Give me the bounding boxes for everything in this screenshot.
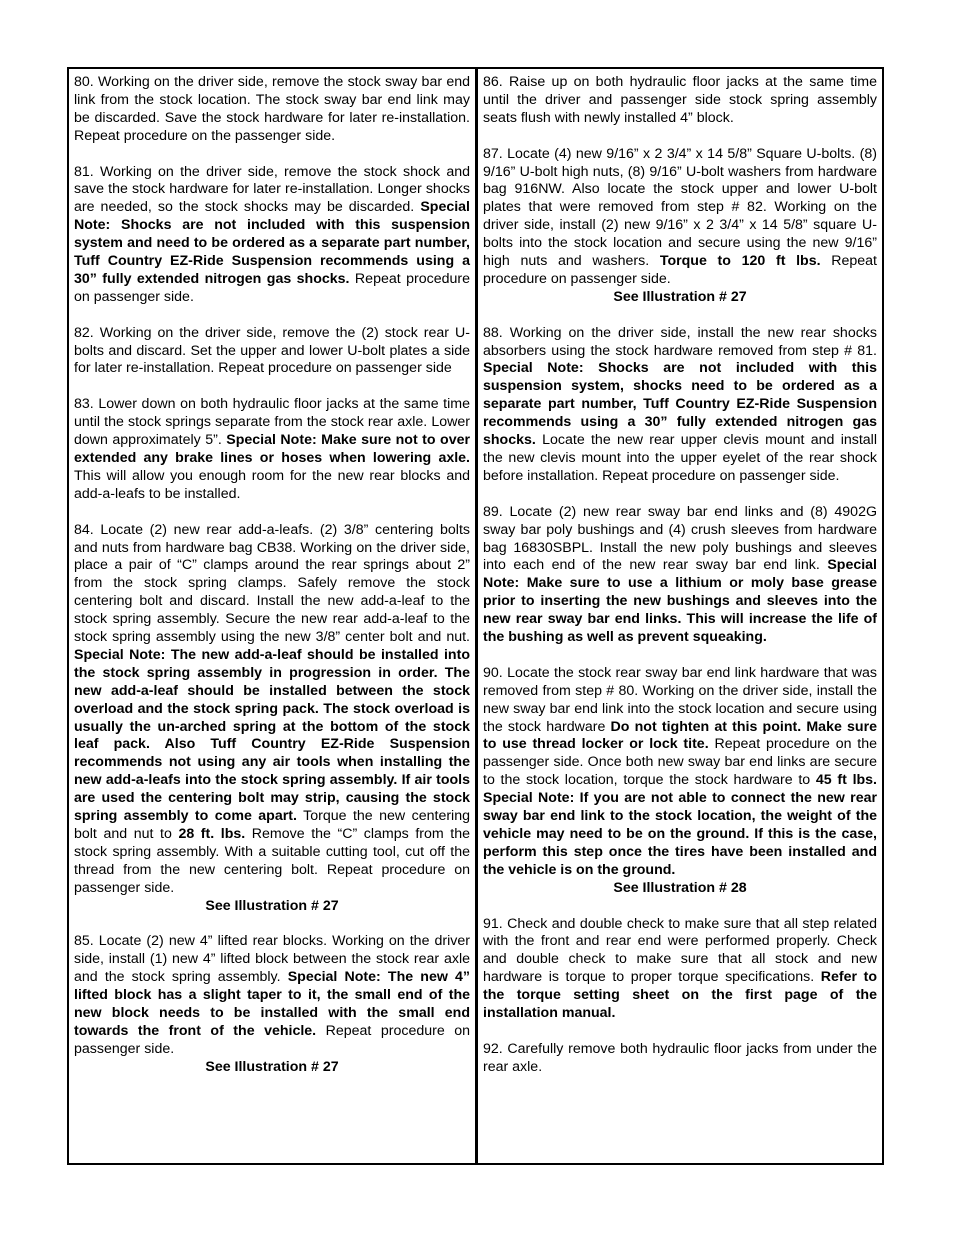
step-80: 80. Working on the driver side, remove the stock sway bar end link from the stock location. The stock sway bar end link may be discarded. Save the stock hardware for later re-installation. Repeat procedure on the passenger side. xyxy=(74,74,470,144)
instruction-table xyxy=(67,67,884,1165)
left-column xyxy=(69,69,478,1163)
step-85: 85. Locate (2) new 4” lifted rear blocks. Working on the driver side, install (1) new 4” lifted block between the stock rear axle and the stock spring assembly. Special Note: The new 4” lifted block has a slight taper to it, the small end of the new block needs to be installed with the small end towards the front of the vehicle. Repeat procedure on passenger side. xyxy=(74,933,470,1057)
step-90: 90. Locate the stock rear sway bar end link hardware that was removed from step # 80. Working on the driver side, install the new sway bar end link into the stock location and secure using the stock hardware Do not tighten at this point. Make sure to use thread locker or lock tite. Repeat procedure on the passenger side. Once both new sway bar end links are secure to the stock location, torque the stock hardware to 45 ft lbs. Special Note: If you are not able to connect the new rear sway bar end link to the stock location, the weight of the vehicle may need to be on the ground. If this is the case, perform this step once the tires have been installed and the vehicle is on the ground. xyxy=(483,664,878,878)
illustration-ref-28: See Illustration # 28 xyxy=(613,879,747,896)
step-88: 88. Working on the driver side, install the new rear shocks absorbers using the stock hardware removed from step # 81. Special Note: Shocks are not included with this suspension system, shocks need to be ordered as a separate part number, Tuff Country EZ-Ride Suspension recommends using a 30” fully extended nitrogen gas shocks. Locate the new rear upper clevis mount and install the new clevis mount into the upper eyelet of the rear shock before installation. Repeat procedure on passenger side. xyxy=(483,324,877,484)
illustration-ref-27: See Illustration # 27 xyxy=(613,288,747,305)
step-87: 87. Locate (4) new 9/16” x 2 3/4” x 14 5/8” Square U-bolts. (8) 9/16” U-bolt high nuts, (8) 9/16” U-bolt washers from hardware bag 916NW. Also locate the stock upper and lower U-bolt plates that were removed from step # 82. Working on the driver side, install (2) new 9/16” x 2 3/4” x 14 5/8” square U-bolts into the stock location and secure using the new 9/16” high nuts and washers. Torque to 120 ft lbs. Repeat procedure on passenger side. xyxy=(483,145,877,287)
step-82: 82. Working on the driver side, remove the (2) stock rear U-bolts and discard. Set the upper and lower U-bolt plates a side for later re-installation. Repeat procedure on passenger side xyxy=(74,324,470,377)
step-92: 92. Carefully remove both hydraulic floor jacks from under the rear axle. xyxy=(483,1040,877,1075)
right-column xyxy=(478,69,882,1163)
illustration-ref-27: See Illustration # 27 xyxy=(205,897,339,914)
step-89: 89. Locate (2) new rear sway bar end links and (8) 4902G sway bar poly bushings and (4) crush sleeves from hardware bag 16830SBPL. Install the new poly bushings and sleeves into each end of the new rear sway bar end link. Special Note: Make sure to use a lithium or moly base grease prior to inserting the new bushings and sleeves into the new rear sway bar end links. This will increase the life of the bushing as well as prevent squeaking. xyxy=(483,503,877,646)
step-83: 83. Lower down on both hydraulic floor jacks at the same time until the stock springs separate from the stock rear axle. Lower down approximately 5”. Special Note: Make sure not to over extended any brake lines or hoses when lowering axle. This will allow you enough room for the new rear blocks and add-a-leafs to be installed. xyxy=(74,396,470,502)
step-84: 84. Locate (2) new rear add-a-leafs. (2) 3/8” centering bolts and nuts from hardware bag CB38. Working on the driver side, place a pair of “C” clamps around the rear springs about 2” from the stock spring clamps. Safely remove the stock centering bolt and discard. Install the new add-a-leaf to the stock spring assembly. Secure the new rear add-a-leaf to the stock spring assembly using the new 3/8” center bolt and nut. Special Note: The new add-a-leaf should be installed into the stock spring assembly in progression in order. The new add-a-leaf should be installed between the stock overload and the stock spring pack. The stock overload is usually the un-arched spring at the bottom of the stock leaf pack. Also Tuff Country EZ-Ride Suspension recommends not using any air tools when installing the new add-a-leafs into the stock spring assembly. If air tools are used the centering bolt may strip, causing the stock spring assembly to come apart. Torque the new centering bolt and nut to 28 ft. lbs. Remove the “C” clamps from the stock spring assembly. With a suitable cutting tool, cut off the thread from the new centering bolt. Repeat procedure on passenger side. xyxy=(74,521,470,896)
step-86: 86. Raise up on both hydraulic floor jacks at the same time until the driver and passenger side stock spring assembly seats flush with newly installed 4” block. xyxy=(483,74,877,126)
step-81: 81. Working on the driver side, remove the stock shock and save the stock hardware for later re-installation. Longer shocks are needed, so the stock shocks may be discarded. Special Note: Shocks are not included with this suspension system and need to be ordered as a separate part number, Tuff Country EZ-Ride Suspension recommends using a 30” fully extended nitrogen gas shocks. Repeat procedure on passenger side. xyxy=(74,163,470,305)
illustration-ref-27: See Illustration # 27 xyxy=(205,1058,339,1075)
step-91: 91. Check and double check to make sure that all step related with the front and rear end were performed properly. Check and double check to make sure that all stock and new hardware is torque to proper torque specifications. Refer to the torque setting sheet on the first page of the installation manual. xyxy=(483,915,877,1022)
